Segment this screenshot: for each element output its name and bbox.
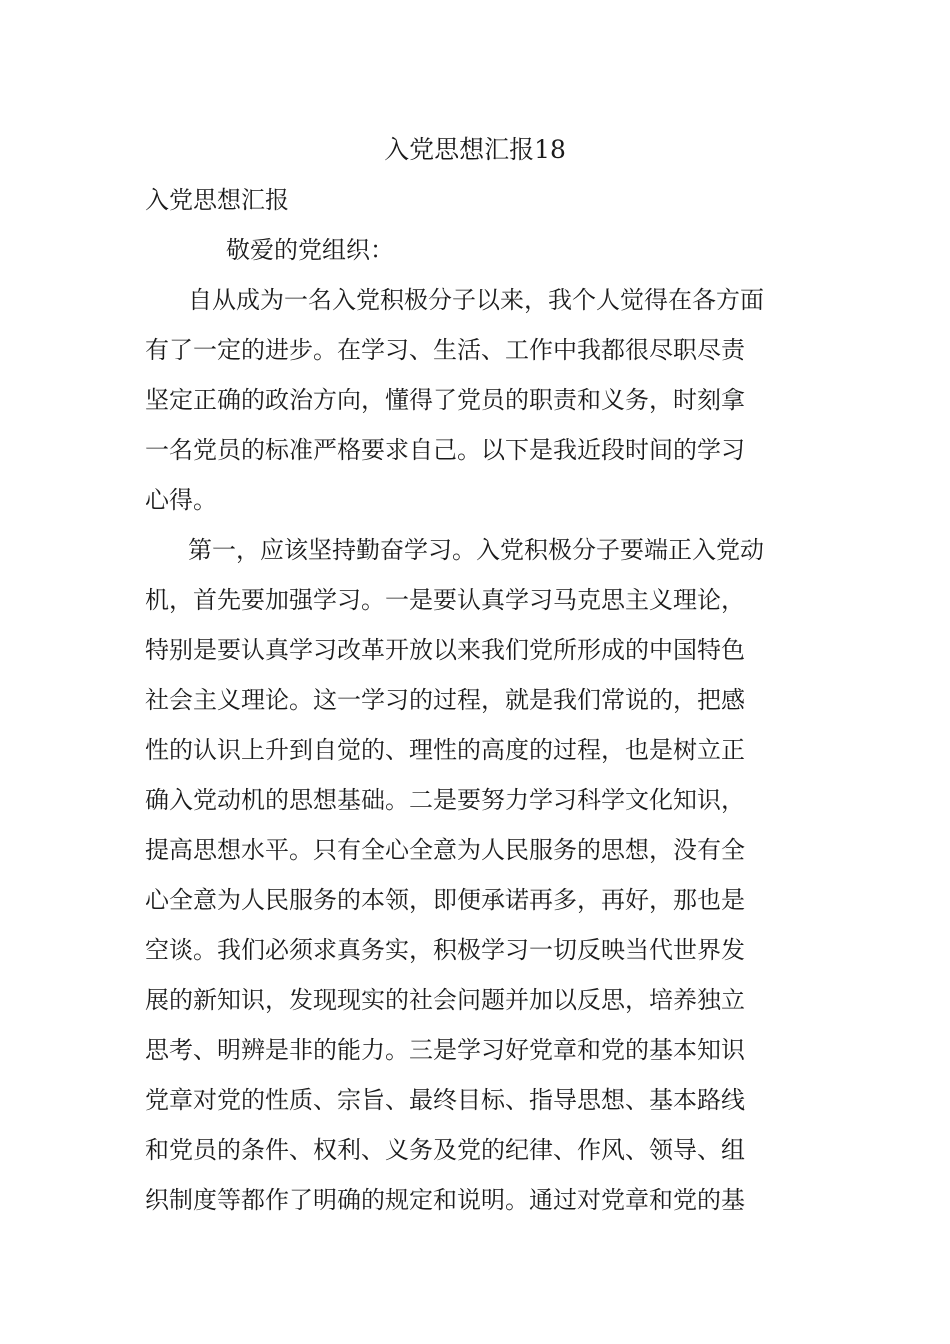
text-line: 提高思想水平。只有全心全意为人民服务的思想，没有全 bbox=[145, 836, 745, 864]
text-line: 和党员的条件、权利、义务及党的纪律、作风、领导、组 bbox=[145, 1136, 745, 1164]
text-line: 党章对党的性质、宗旨、最终目标、指导思想、基本路线 bbox=[145, 1086, 745, 1114]
salutation: 敬爱的党组织： bbox=[226, 236, 394, 264]
text-line: 心得。 bbox=[145, 486, 217, 514]
text-line: 确入党动机的思想基础。二是要努力学习科学文化知识， bbox=[145, 786, 745, 814]
document-heading: 入党思想汇报 bbox=[145, 186, 289, 214]
document-title: 入党思想汇报18 bbox=[384, 135, 566, 164]
text-line: 特别是要认真学习改革开放以来我们党所形成的中国特色 bbox=[145, 636, 745, 664]
text-line: 第一，应该坚持勤奋学习。入党积极分子要端正入党动 bbox=[188, 536, 764, 564]
text-line: 空谈。我们必须求真务实，积极学习一切反映当代世界发 bbox=[145, 936, 745, 964]
text-line: 展的新知识，发现现实的社会问题并加以反思，培养独立 bbox=[145, 986, 745, 1014]
text-line: 自从成为一名入党积极分子以来，我个人觉得在各方面 bbox=[188, 286, 764, 314]
text-line: 心全意为人民服务的本领，即便承诺再多，再好，那也是 bbox=[145, 886, 745, 914]
text-line: 有了一定的进步。在学习、生活、工作中我都很尽职尽责 bbox=[145, 336, 745, 364]
text-line: 织制度等都作了明确的规定和说明。通过对党章和党的基 bbox=[145, 1186, 745, 1214]
text-line: 机，首先要加强学习。一是要认真学习马克思主义理论， bbox=[145, 586, 745, 614]
text-line: 性的认识上升到自觉的、理性的高度的过程，也是树立正 bbox=[145, 736, 745, 764]
text-line: 一名党员的标准严格要求自己。以下是我近段时间的学习 bbox=[145, 436, 745, 464]
text-line: 思考、明辨是非的能力。三是学习好党章和党的基本知识 bbox=[145, 1036, 745, 1064]
text-line: 社会主义理论。这一学习的过程，就是我们常说的，把感 bbox=[145, 686, 745, 714]
text-line: 坚定正确的政治方向，懂得了党员的职责和义务，时刻拿 bbox=[145, 386, 745, 414]
